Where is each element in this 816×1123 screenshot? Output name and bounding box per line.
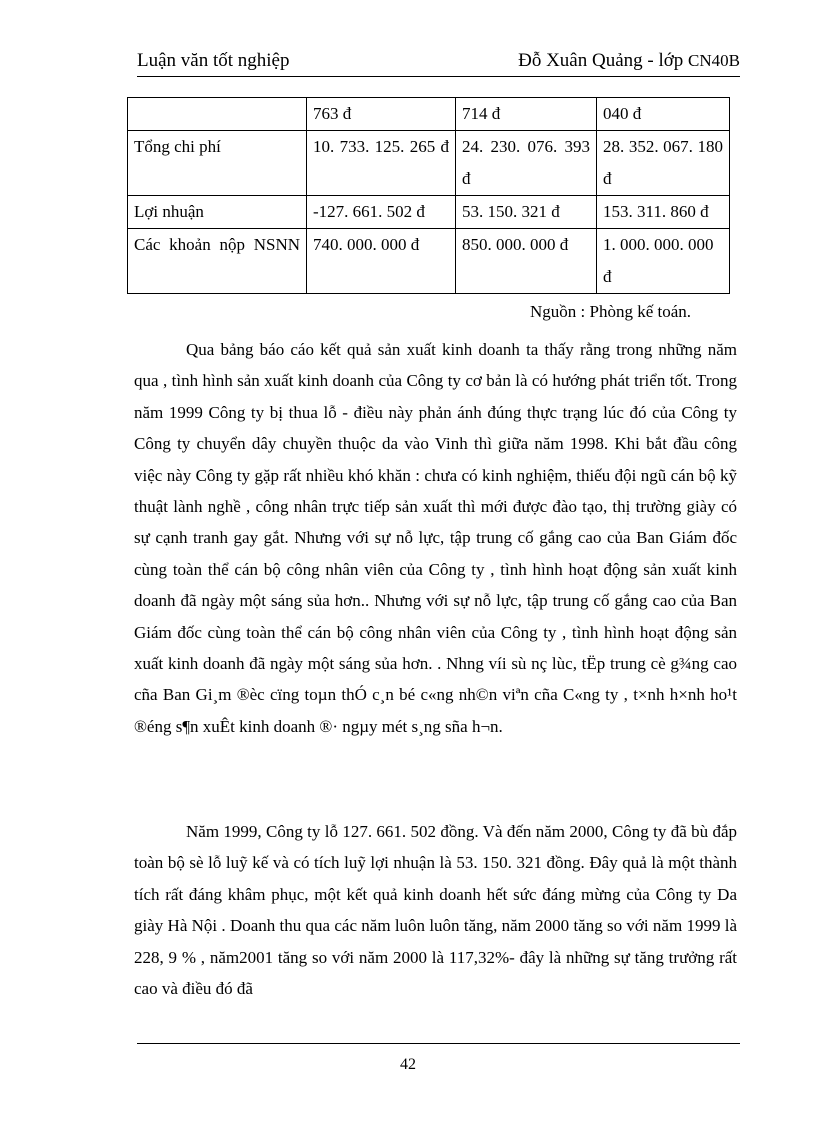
table-row [128,98,730,131]
table-cell-value: 850. 000. 000 đ [456,229,597,294]
table-cell-label [128,98,307,131]
table-cell-label: Các khoản nộp NSNN [128,229,307,294]
page-header [137,48,740,77]
table-cell-value: 153. 311. 860 đ [597,196,730,229]
header-author [518,50,740,72]
table-row [128,229,730,294]
table-row [128,131,730,196]
table-cell-value: 763 đ [307,98,456,131]
table-cell-value: 740. 000. 000 đ [307,229,456,294]
page-number: 42 [400,1056,416,1073]
body-paragraph: Qua bảng báo cáo kết quả sản xuất kinh doanh ta thấy rằng trong những năm qua , tình hình sản xuất kinh doanh của Công ty cơ bản là có hướng phát triển tốt. Trong năm 1999 Công ty bị thua lỗ - điều này phản ánh đúng thực trạng lúc đó của Công ty Công ty chuyển dây chuyền thuộc da vào Vinh thì giữa năm 1998. Khi bắt đầu công việc này Công ty gặp rất nhiều khó khăn : chưa có kinh nghiệm, thiếu đội ngũ cán bộ kỹ thuật lành nghề , công nhân trực tiếp sản xuất thì mới được đào tạo, thị trường giày có sự cạnh tranh gay gắt. Nhưng với sự nỗ lực, tập trung cố gắng cao của Ban Giám đốc cùng toàn thể cán bộ công nhân viên của Công ty , tình hình hoạt động sản xuất kinh doanh đã ngày một sáng sủa hơn.. Nhưng với sự nỗ lực, tập trung cố gắng cao của Ban Giám đốc cùng toàn thể cán bộ công nhân viên của Công ty , tình hình hoạt động sản xuất kinh doanh đã ngày một sáng sủa hơn. . Nhng víi sù nç lùc, tËp trung cè g¾ng cao cña Ban Gi¸m ®èc cïng toµn thÓ c¸n bé c«ng nh©n viªn cña C«ng ty , t×nh h×nh ho¹t ®éng s¶n xuÊt kinh doanh ®· ngµy mét s¸ng sña h¬n. [134,340,737,736]
table-cell-value: 28. 352. 067. 180 đ [597,131,730,196]
table-cell-value: -127. 661. 502 đ [307,196,456,229]
table-cell-value: 10. 733. 125. 265 đ [307,131,456,196]
table-cell-label: Tổng chi phí [128,131,307,196]
table-cell-value: 53. 150. 321 đ [456,196,597,229]
table-cell-value: 1. 000. 000. 000 đ [597,229,730,294]
header-title: Luận văn tốt nghiệp [137,50,290,71]
table-cell-label: Lợi nhuận [128,196,307,229]
table-row [128,196,730,229]
table-source-note: Nguồn : Phòng kế toán. [530,302,692,321]
body-paragraph: Năm 1999, Công ty lỗ 127. 661. 502 đồng. Và đến năm 2000, Công ty đã bù đắp toàn bộ sè lỗ luỹ kế và có tích luỹ lợi nhuận là 53. 150. 321 đồng. Đây quả là một thành tích rất đáng khâm phục, một kết quả kinh doanh hết sức đáng mừng của Công ty Da giày Hà Nội . Doanh thu qua các năm luôn luôn tăng, năm 2000 tăng so với năm 1999 là 228, 9 % , năm2001 tăng so với năm 2000 là 117,32%- đây là những sự tăng trưởng rất cao và điều đó đã [134,822,737,999]
table-cell-value: 24. 230. 076. 393 đ [456,131,597,196]
table-cell-value: 714 đ [456,98,597,131]
header-class: CN40B [688,51,740,70]
table-cell-value: 040 đ [597,98,730,131]
results-table [127,97,730,294]
footer-divider [137,1043,740,1044]
header-author-name: Đỗ Xuân Quảng - lớp [518,50,684,71]
